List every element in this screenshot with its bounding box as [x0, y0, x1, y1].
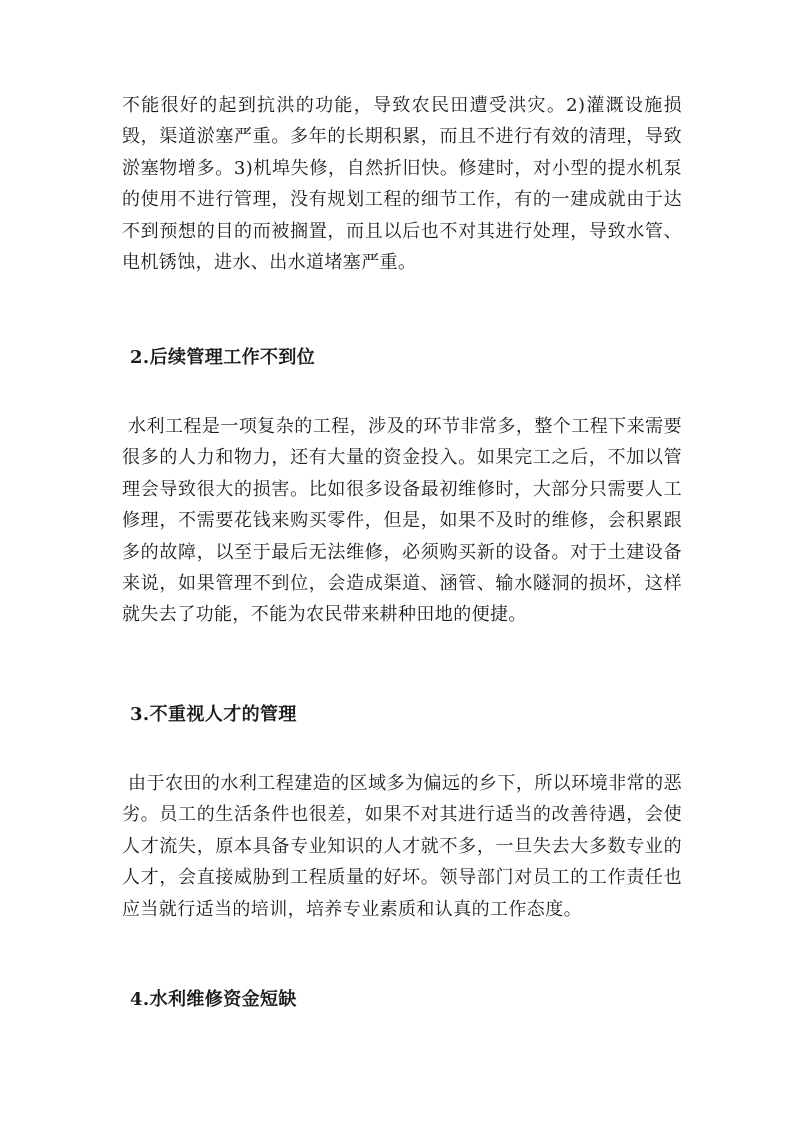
section-heading-2: 2.后续管理工作不到位 [130, 347, 316, 368]
section-heading-3: 3.不重视人才的管理 [130, 704, 297, 725]
paragraph-continued: 不能很好的起到抗洪的功能，导致农民田遭受洪灾。2)灌溉设施损毁，渠道淤塞严重。多年的长期积累，而且不进行有效的清理，导致淤塞物增多。3)机埠失修，自然折旧快。修建时，对小型的提水机泵的使用不进行管理，没有规划工程的细节工作，有的一建成就由于达不到预想的目的而被搁置，而且以后也不对其进行处理，导致水管、电机锈蚀，进水、出水道堵塞严重。 [122, 95, 682, 274]
section-heading-4: 4.水利维修资金短缺 [130, 989, 297, 1010]
section-body-3: 由于农田的水利工程建造的区域多为偏远的乡下，所以环境非常的恶劣。员工的生活条件也很差，如果不对其进行适当的改善待遇，会使人才流失，原本具备专业知识的人才就不多，一旦失去大多数专业的人才，会直接威胁到工程质量的好坏。领导部门对员工的工作责任也应当就行适当的培训，培养专业素质和认真的工作态度。 [122, 773, 682, 920]
section-body-2: 水利工程是一项复杂的工程，涉及的环节非常多，整个工程下来需要很多的人力和物力，还有大量的资金投入。如果完工之后，不加以管理会导致很大的损害。比如很多设备最初维修时，大部分只需要人工修理，不需要花钱来购买零件，但是，如果不及时的维修，会积累跟多的故障，以至于最后无法维修，必须购买新的设备。对于土建设备来说，如果管理不到位，会造成渠道、涵管、输水隧洞的损坏，这样就失去了功能，不能为农民带来耕种田地的便捷。 [122, 416, 682, 626]
